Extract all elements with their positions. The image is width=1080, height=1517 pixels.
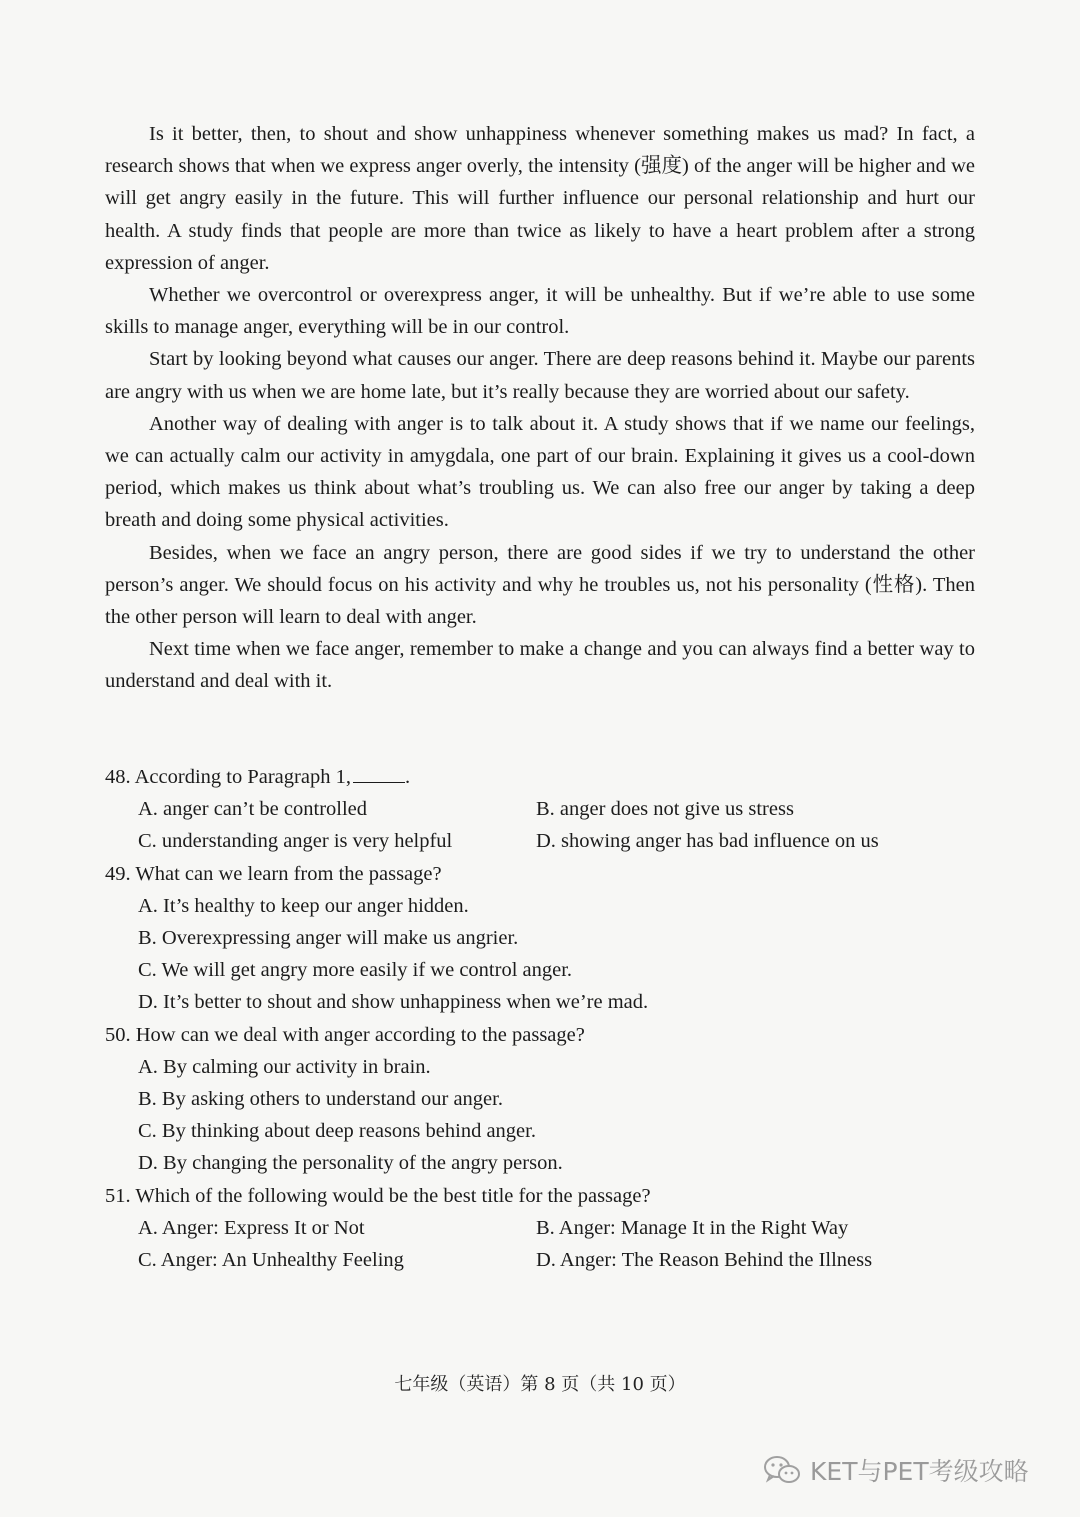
question-stem: 50. How can we deal with anger according to the passage?: [105, 1023, 585, 1046]
option-group: [105, 1212, 975, 1276]
option-c: C. We will get angry more easily if we control anger.: [138, 959, 573, 982]
question-48: [105, 761, 975, 858]
option-b: B. Overexpressing anger will make us angrier.: [138, 927, 519, 950]
paragraph-4: Another way of dealing with anger is to talk about it. A study shows that if we name our feelings, we can actually calm our activity in amygdala, one part of our brain. Explaining it gives us a cool-down period, which makes us think about what’s troubling us. We can also free our anger by taking a deep breath and doing some physical activities.: [105, 412, 975, 532]
wechat-icon: [762, 1454, 802, 1486]
option-b: B. By asking others to understand our anger.: [138, 1088, 503, 1111]
option-d: D. By changing the personality of the angry person.: [138, 1152, 563, 1175]
option-c: C. By thinking about deep reasons behind anger.: [138, 1120, 536, 1143]
question-50: [105, 1019, 975, 1180]
option-c: C. understanding anger is very helpful: [138, 830, 453, 853]
paragraph-2: Whether we overcontrol or overexpress anger, it will be unhealthy. But if we’re able to use some skills to manage anger, everything will be in our control.: [105, 284, 975, 339]
watermark-text: KET与PET考级攻略: [810, 1457, 1029, 1486]
option-b: B. anger does not give us stress: [536, 798, 794, 821]
option-group: [105, 890, 975, 1019]
option-a: A. Anger: Express It or Not: [138, 1216, 365, 1239]
question-51: [105, 1180, 975, 1277]
option-c: C. Anger: An Unhealthy Feeling: [138, 1249, 404, 1272]
watermark: [762, 1452, 1029, 1488]
paragraph-3: Start by looking beyond what causes our anger. There are deep reasons behind it. Maybe our parents are angry with us when we are home late, but it’s really because they are worried about our safety.: [105, 348, 975, 403]
paragraph-1: Is it better, then, to shout and show unhappiness whenever something makes us mad? In fact, a research shows that when we express anger overly, the intensity (强度) of the anger will be higher and we will get angry easily in the future. This will further influence our personal relationship and hurt our health. A study finds that people are more than twice as likely to have a heart problem after a strong expression of anger.: [105, 123, 975, 274]
option-d: D. It’s better to shout and show unhappiness when we’re mad.: [138, 991, 649, 1014]
page-footer: 七年级（英语）第 8 页（共 10 页）: [394, 1374, 686, 1395]
answer-blank: [353, 766, 405, 783]
option-group: [105, 793, 975, 857]
paragraph-6: Next time when we face anger, remember to make a change and you can always find a better way to understand and deal with it.: [105, 638, 975, 693]
option-d: D. Anger: The Reason Behind the Illness: [536, 1249, 873, 1272]
option-d: D. showing anger has bad influence on us: [536, 830, 879, 853]
question-stem: 51. Which of the following would be the best title for the passage?: [105, 1184, 651, 1207]
option-a: A. By calming our activity in brain.: [138, 1055, 431, 1078]
question-stem: 48. According to Paragraph 1, .: [105, 766, 411, 788]
option-group: [105, 1051, 975, 1180]
reading-passage: [105, 118, 975, 698]
question-list: [105, 761, 975, 1276]
question-stem: 49. What can we learn from the passage?: [105, 862, 442, 885]
question-49: [105, 858, 975, 1019]
option-b: B. Anger: Manage It in the Right Way: [536, 1216, 849, 1239]
option-a: A. It’s healthy to keep our anger hidden.: [138, 894, 469, 917]
option-a: A. anger can’t be controlled: [138, 798, 368, 821]
paragraph-5: Besides, when we face an angry person, there are good sides if we try to understand the other person’s anger. We should focus on his activity and why he troubles us, not his personality (性格). Then the other person will learn to deal with anger.: [105, 541, 975, 629]
